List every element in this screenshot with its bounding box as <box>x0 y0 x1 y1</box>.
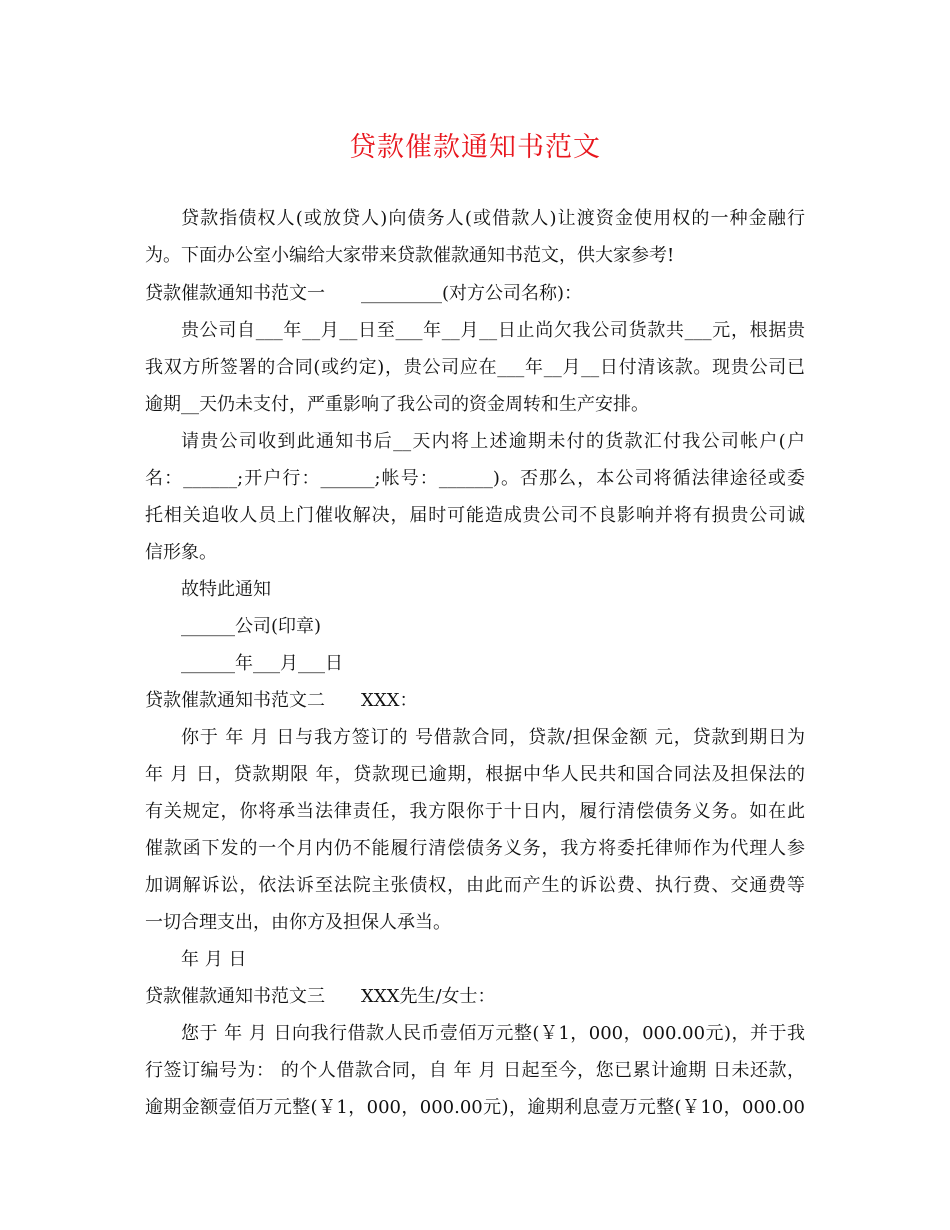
section-2-date: 年 月 日 <box>181 949 247 970</box>
section-2-para-line-6: 一切合理支出，由你方及担保人承当。 <box>145 912 451 933</box>
section-2-para-line-3: 有关规定，你将承当法律责任，我方限你于十日内，履行清偿债务义务。如在此 <box>145 801 805 822</box>
section-1-para-1-line-3: 逾期__天仍未支付，严重影响了我公司的资金周转和生产安排。 <box>145 394 649 415</box>
section-1-company-seal: ______公司(印章) <box>181 616 322 637</box>
section-1-heading: 贷款催款通知书范文一 _________(对方公司名称)： <box>145 283 583 304</box>
section-2-para-line-5: 加调解诉讼，依法诉至法院主张债权，由此而产生的诉讼费、执行费、交通费等 <box>145 875 805 896</box>
section-1-para-1-line-2: 我双方所签署的合同(或约定)，贵公司应在___年__月__日付清该款。现贵公司已 <box>145 357 805 378</box>
section-2-para-line-2: 年 月 日，贷款期限 年，贷款现已逾期，根据中华人民共和国合同法及担保法的 <box>145 764 805 785</box>
section-2-heading: 贷款催款通知书范文二 XXX： <box>145 690 418 711</box>
section-3-para-line-2: 行签订编号为： 的个人借款合同，自 年 月 日起至今，您已累计逾期 日未还款， <box>145 1060 805 1081</box>
intro-line-1: 贷款指债权人(或放贷人)向债务人(或借款人)让渡资金使用权的一种金融行 <box>181 208 805 229</box>
section-2-para-line-4: 催款函下发的一个月内仍不能履行清偿债务义务，我方将委托律师作为代理人参 <box>145 838 805 859</box>
section-1-date: ______年___月___日 <box>181 653 343 674</box>
document-title: 贷款催款通知书范文 <box>349 132 601 163</box>
intro-line-2: 为。下面办公室小编给大家带来贷款催款通知书范文，供大家参考! <box>145 245 675 266</box>
section-3-para-line-1: 您于 年 月 日向我行借款人民币壹佰万元整(￥1，000，000.00元)，并于我 <box>181 1023 805 1044</box>
section-3-para-line-3: 逾期金额壹佰万元整(￥1，000，000.00元)，逾期利息壹万元整(￥10，000.00 <box>145 1097 805 1118</box>
section-2-para-line-1: 你于 年 月 日与我方签订的 号借款合同，贷款/担保金额 元，贷款到期日为 <box>181 727 805 748</box>
section-3-heading: 贷款催款通知书范文三 XXX先生/女士： <box>145 986 496 1007</box>
section-1-para-2-line-2: 名：______;开户行：______;帐号：______)。否那么，本公司将循法律途径或委 <box>145 468 805 489</box>
section-1-notice: 故特此通知 <box>181 579 271 600</box>
section-1-para-2-line-1: 请贵公司收到此通知书后__天内将上述逾期未付的货款汇付我公司帐户(户 <box>181 431 805 452</box>
section-1-para-2-line-3: 托相关追收人员上门催收解决，届时可能造成贵公司不良影响并将有损贵公司诚 <box>145 505 805 526</box>
section-1-para-2-line-4: 信形象。 <box>145 542 217 563</box>
section-1-para-1-line-1: 贵公司自___年__月__日至___年__月__日止尚欠我公司货款共___元，根据贵 <box>181 320 805 341</box>
